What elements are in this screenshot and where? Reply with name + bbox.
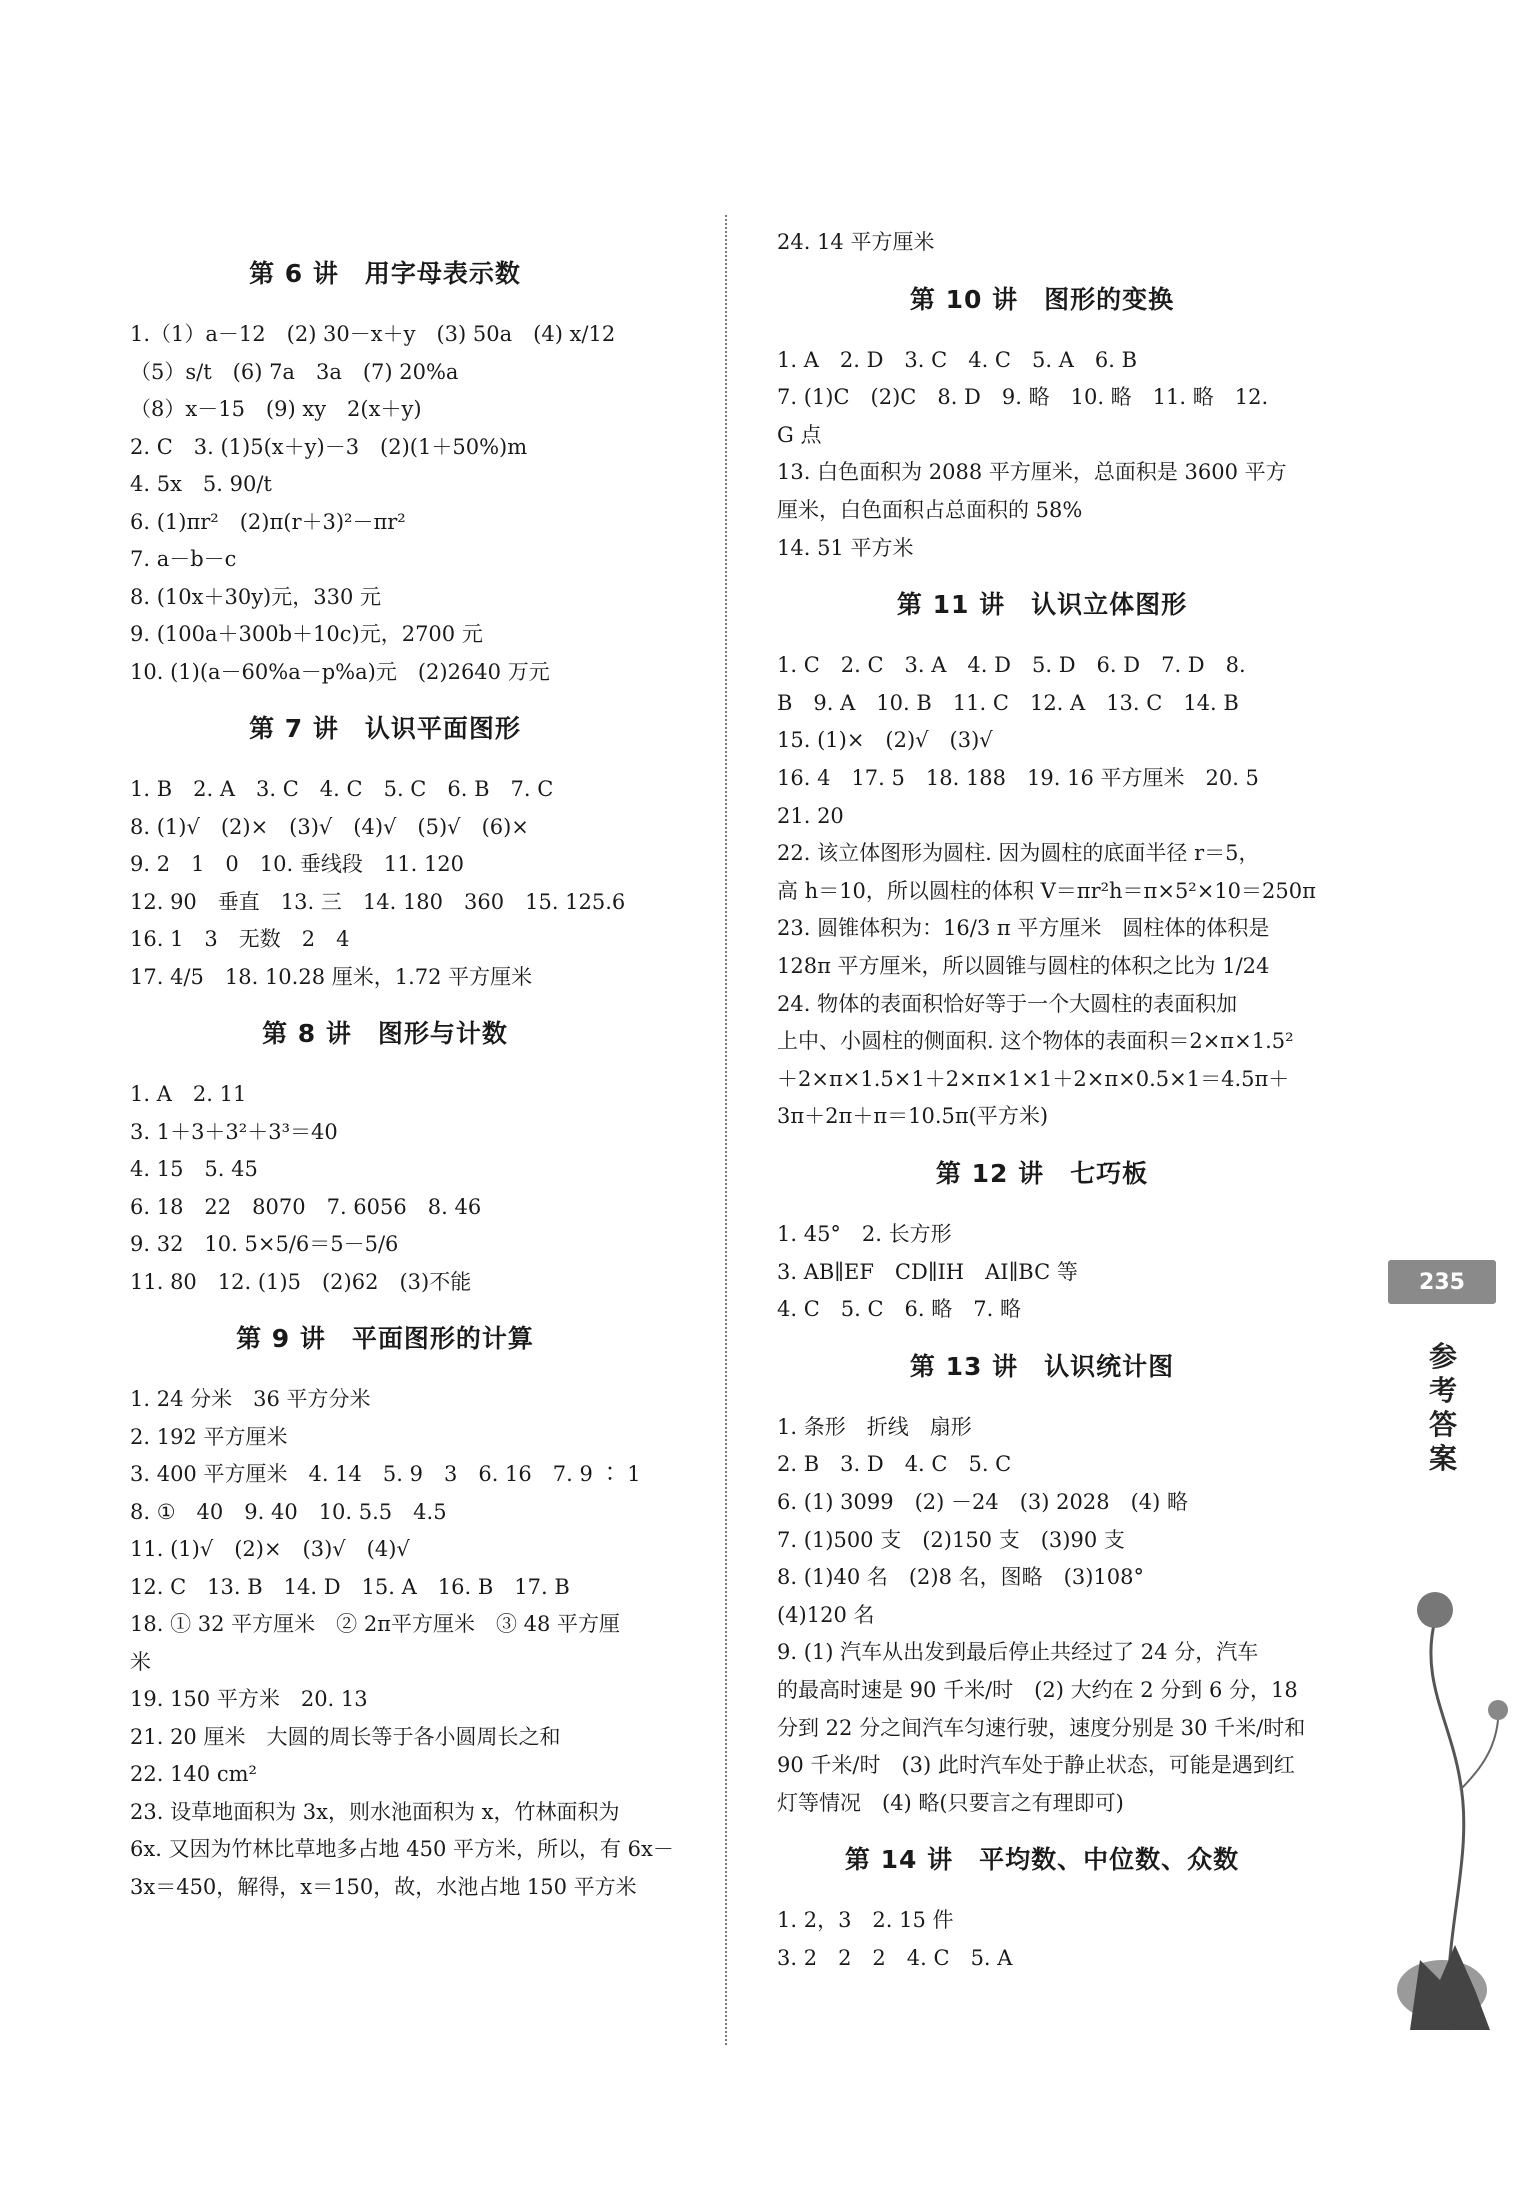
section-heading: 第 13 讲 认识统计图: [909, 1351, 1175, 1381]
answer-line: 7. a－b－c: [130, 547, 237, 571]
answer-line: 12. 90 垂直 13. 三 14. 180 360 15. 125.6: [130, 889, 626, 914]
answer-line: （8）x－15 (9) xy 2(x＋y): [130, 397, 422, 421]
answer-line: 1. 条形 折线 扇形: [777, 1414, 972, 1439]
answer-line: 1. 24 分米 36 平方分米: [130, 1387, 371, 1411]
answer-line: 3x＝450，解得，x＝150，故，水池占地 150 平方米: [130, 1874, 637, 1899]
answer-line: B 9. A 10. B 11. C 12. A 13. C 14. B: [777, 690, 1239, 715]
answer-line: （5）s/t (6) 7a 3a (7) 20%a: [130, 359, 459, 384]
answer-line: ＋2×π×1.5×1＋2×π×1×1＋2×π×0.5×1＝4.5π＋: [777, 1066, 1290, 1091]
answer-line: 灯等情况 (4) 略(只要言之有理即可): [777, 1790, 1124, 1815]
side-label: 参考答案: [1428, 1340, 1457, 1475]
answer-line: 14. 51 平方米: [777, 535, 914, 560]
answer-line: 15. (1)× (2)√ (3)√: [777, 728, 993, 753]
answer-line: 22. 该立体图形为圆柱. 因为圆柱的底面半径 r＝5，: [777, 841, 1260, 866]
answer-line: 3. 400 平方厘米 4. 14 5. 9 3 6. 16 7. 9 ∶ 1: [130, 1462, 641, 1486]
answer-line: 16. 1 3 无数 2 4: [130, 927, 350, 951]
answer-line: 1. C 2. C 3. A 4. D 5. D 6. D 7. D 8.: [777, 653, 1246, 678]
section-heading: 第 14 讲 平均数、中位数、众数: [844, 1845, 1240, 1875]
answer-line: 17. 4/5 18. 10.28 厘米，1.72 平方厘米: [130, 964, 533, 989]
section-heading: 第 8 讲 图形与计数: [262, 1019, 508, 1048]
answer-line: 的最高时速是 90 千米/时 (2) 大约在 2 分到 6 分，18: [777, 1678, 1298, 1702]
answer-line: 21. 20: [777, 803, 844, 828]
answer-line: 1.（1）a－12 (2) 30－x＋y (3) 50a (4) x/12: [130, 322, 616, 346]
section-heading: 第 7 讲 认识平面图形: [249, 714, 521, 743]
answer-line: 11. 80 12. (1)5 (2)62 (3)不能: [130, 1269, 472, 1294]
answer-line: 6x. 又因为竹林比草地多占地 450 平方米，所以，有 6x－: [130, 1837, 674, 1861]
answer-line: 3π＋2π＋π＝10.5π(平方米): [777, 1104, 1049, 1129]
answer-line: 厘米，白色面积占总面积的 58%: [777, 498, 1083, 522]
answer-line: 3. 2 2 2 4. C 5. A: [777, 1946, 1013, 1970]
answer-line: G 点: [777, 422, 822, 447]
answer-line: 8. (1)40 名 (2)8 名，图略 (3)108°: [777, 1565, 1144, 1590]
answer-line: 22. 140 cm²: [130, 1762, 257, 1786]
answer-line: 16. 4 17. 5 18. 188 19. 16 平方厘米 20. 5: [777, 766, 1259, 790]
answer-line: 4. 15 5. 45: [130, 1157, 258, 1181]
answer-line: 1. B 2. A 3. C 4. C 5. C 6. B 7. C: [130, 777, 554, 801]
answer-line: 1. 2，3 2. 15 件: [777, 1908, 954, 1933]
answer-line: 1. A 2. 11: [130, 1082, 247, 1106]
answer-line: 9. 2 1 0 10. 垂线段 11. 120: [130, 852, 465, 876]
answer-line: 3. 1＋3＋3²＋3³＝40: [130, 1119, 338, 1144]
answer-line: 19. 150 平方米 20. 13: [130, 1687, 368, 1711]
answer-line: 24. 物体的表面积恰好等于一个大圆柱的表面积加: [777, 991, 1238, 1016]
answer-line: 24. 14 平方厘米: [777, 230, 935, 254]
answer-line: 分到 22 分之间汽车匀速行驶，速度分别是 30 千米/时和: [777, 1715, 1306, 1740]
section-heading: 第 9 讲 平面图形的计算: [236, 1324, 534, 1353]
answer-line: 9. (100a＋300b＋10c)元，2700 元: [130, 622, 483, 646]
answer-line: 2. C 3. (1)5(x＋y)－3 (2)(1＋50%)m: [130, 434, 528, 459]
answer-line: 8. ① 40 9. 40 10. 5.5 4.5: [130, 1499, 447, 1524]
answer-line: 7. (1)500 支 (2)150 支 (3)90 支: [777, 1527, 1125, 1552]
answer-line: 1. 45° 2. 长方形: [777, 1222, 952, 1246]
answer-line: 2. 192 平方厘米: [130, 1424, 288, 1449]
answer-line: 128π 平方厘米，所以圆锥与圆柱的体积之比为 1/24: [777, 954, 1270, 978]
answer-line: 8. (10x＋30y)元，330 元: [130, 584, 382, 609]
answer-line: 90 千米/时 (3) 此时汽车处于静止状态，可能是遇到红: [777, 1753, 1295, 1778]
answer-line: 1. A 2. D 3. C 4. C 5. A 6. B: [777, 347, 1138, 372]
answer-line: 6. 18 22 8070 7. 6056 8. 46: [130, 1194, 482, 1219]
section-heading: 第 10 讲 图形的变换: [909, 284, 1175, 314]
section-heading: 第 6 讲 用字母表示数: [249, 259, 521, 288]
answer-line: (4)120 名: [777, 1602, 875, 1627]
plant-illustration: [1380, 1560, 1510, 2040]
answer-line: 18. ① 32 平方厘米 ② 2π平方厘米 ③ 48 平方厘: [130, 1612, 621, 1636]
answer-line: 23. 圆锥体积为：16/3 π 平方厘米 圆柱体的体积是: [777, 916, 1270, 941]
answer-line: 9. (1) 汽车从出发到最后停止共经过了 24 分，汽车: [777, 1640, 1259, 1665]
answer-line: 13. 白色面积为 2088 平方厘米，总面积是 3600 平方: [777, 460, 1287, 485]
answer-line: 上中、小圆柱的侧面积. 这个物体的表面积＝2×π×1.5²: [777, 1029, 1294, 1054]
section-heading: 第 11 讲 认识立体图形: [896, 590, 1188, 620]
answer-line: 9. 32 10. 5×5/6＝5－5/6: [130, 1232, 399, 1256]
column-divider: [725, 215, 727, 2045]
answer-line: 6. (1) 3099 (2) －24 (3) 2028 (4) 略: [777, 1490, 1189, 1514]
answer-line: 高 h＝10，所以圆柱的体积 V＝πr²h＝π×5²×10＝250π: [777, 878, 1316, 903]
answer-line: 4. 5x 5. 90/t: [130, 472, 272, 496]
answer-line: 米: [130, 1649, 151, 1674]
answer-line: 3. AB∥EF CD∥IH AI∥BC 等: [777, 1259, 1078, 1284]
answer-line: 4. C 5. C 6. 略 7. 略: [777, 1297, 1021, 1322]
answer-line: 12. C 13. B 14. D 15. A 16. B 17. B: [130, 1574, 570, 1599]
section-heading: 第 12 讲 七巧板: [935, 1159, 1149, 1188]
page-number: 235: [1388, 1260, 1496, 1304]
answer-line: 8. (1)√ (2)× (3)√ (4)√ (5)√ (6)×: [130, 814, 529, 839]
answer-line: 11. (1)√ (2)× (3)√ (4)√: [130, 1537, 410, 1561]
answer-line: 21. 20 厘米 大圆的周长等于各小圆周长之和: [130, 1724, 561, 1749]
answer-line: 2. B 3. D 4. C 5. C: [777, 1452, 1012, 1477]
answer-line: 10. (1)(a－60%a－p%a)元 (2)2640 万元: [130, 659, 550, 684]
answer-line: 6. (1)πr² (2)π(r＋3)²－πr²: [130, 509, 406, 534]
answer-line: 7. (1)C (2)C 8. D 9. 略 10. 略 11. 略 12.: [777, 385, 1269, 410]
answer-line: 23. 设草地面积为 3x，则水池面积为 x，竹林面积为: [130, 1799, 620, 1824]
